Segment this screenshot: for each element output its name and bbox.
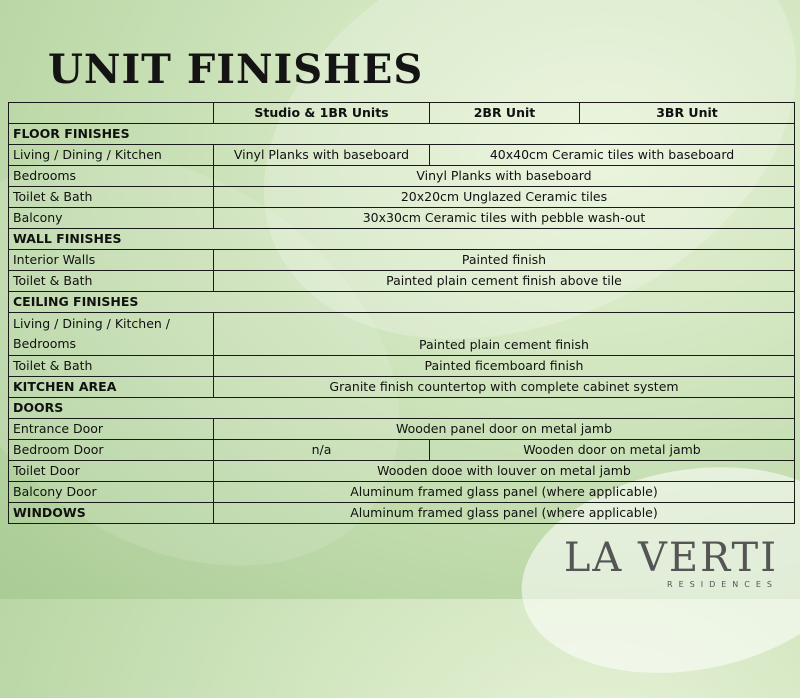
- row-value: Painted ficemboard finish: [214, 356, 795, 377]
- table-row: [9, 461, 795, 482]
- row-label: Living / Dining / Kitchen: [9, 145, 214, 166]
- row-value: Vinyl Planks with baseboard: [214, 145, 430, 166]
- table-row: [9, 208, 795, 229]
- table-row: [9, 482, 795, 503]
- column-header: 2BR Unit: [430, 103, 580, 124]
- row-value: Painted finish: [214, 250, 795, 271]
- brand-logo: [563, 535, 778, 589]
- table-row: [9, 271, 795, 292]
- section-row: [9, 229, 795, 250]
- row-label-line: Bedrooms: [13, 336, 77, 351]
- row-value: Wooden panel door on metal jamb: [214, 419, 795, 440]
- table-row: [9, 356, 795, 377]
- table-row: [9, 187, 795, 208]
- section-header: CEILING FINISHES: [9, 292, 795, 313]
- section-row: [9, 124, 795, 145]
- row-value: Vinyl Planks with baseboard: [214, 166, 795, 187]
- table-row: [9, 440, 795, 461]
- table-row: [9, 419, 795, 440]
- section-row: [9, 398, 795, 419]
- row-value: Painted plain cement finish above tile: [214, 271, 795, 292]
- row-label: Toilet & Bath: [9, 271, 214, 292]
- row-label: Bedrooms: [9, 166, 214, 187]
- column-header: 3BR Unit: [580, 103, 795, 124]
- table-row: [9, 166, 795, 187]
- finishes-table: [8, 102, 795, 524]
- table-row: [9, 145, 795, 166]
- table-row: [9, 250, 795, 271]
- table-row: [9, 503, 795, 524]
- section-header: DOORS: [9, 398, 795, 419]
- page-title: UNIT FINISHES: [48, 46, 424, 93]
- column-header: Studio & 1BR Units: [214, 103, 430, 124]
- brand-subtitle: RESIDENCES: [667, 580, 778, 589]
- row-label: Interior Walls: [9, 250, 214, 271]
- row-label: Entrance Door: [9, 419, 214, 440]
- brand-name: LA VERTI: [563, 535, 778, 581]
- section-header: WINDOWS: [9, 503, 214, 524]
- row-label-line: Living / Dining / Kitchen /: [13, 316, 170, 331]
- row-label: [9, 313, 214, 356]
- section-row: [9, 292, 795, 313]
- table-corner-cell: [9, 103, 214, 124]
- row-value: 20x20cm Unglazed Ceramic tiles: [214, 187, 795, 208]
- section-header: FLOOR FINISHES: [9, 124, 795, 145]
- row-value: Wooden dooe with louver on metal jamb: [214, 461, 795, 482]
- table-row: [9, 377, 795, 398]
- row-value: Aluminum framed glass panel (where applicable): [214, 503, 795, 524]
- row-value: Granite finish countertop with complete cabinet system: [214, 377, 795, 398]
- row-label: Toilet & Bath: [9, 356, 214, 377]
- section-header: WALL FINISHES: [9, 229, 795, 250]
- section-header: KITCHEN AREA: [9, 377, 214, 398]
- row-value: Wooden door on metal jamb: [430, 440, 795, 461]
- row-label: Bedroom Door: [9, 440, 214, 461]
- row-value: Aluminum framed glass panel (where applicable): [214, 482, 795, 503]
- row-label: Toilet Door: [9, 461, 214, 482]
- table-row: [9, 313, 795, 356]
- row-value: 30x30cm Ceramic tiles with pebble wash-out: [214, 208, 795, 229]
- row-label: Balcony: [9, 208, 214, 229]
- row-value: n/a: [214, 440, 430, 461]
- row-label: Toilet & Bath: [9, 187, 214, 208]
- row-value: Painted plain cement finish: [214, 313, 795, 356]
- row-label: Balcony Door: [9, 482, 214, 503]
- table-header-row: [9, 103, 795, 124]
- row-value: 40x40cm Ceramic tiles with baseboard: [430, 145, 795, 166]
